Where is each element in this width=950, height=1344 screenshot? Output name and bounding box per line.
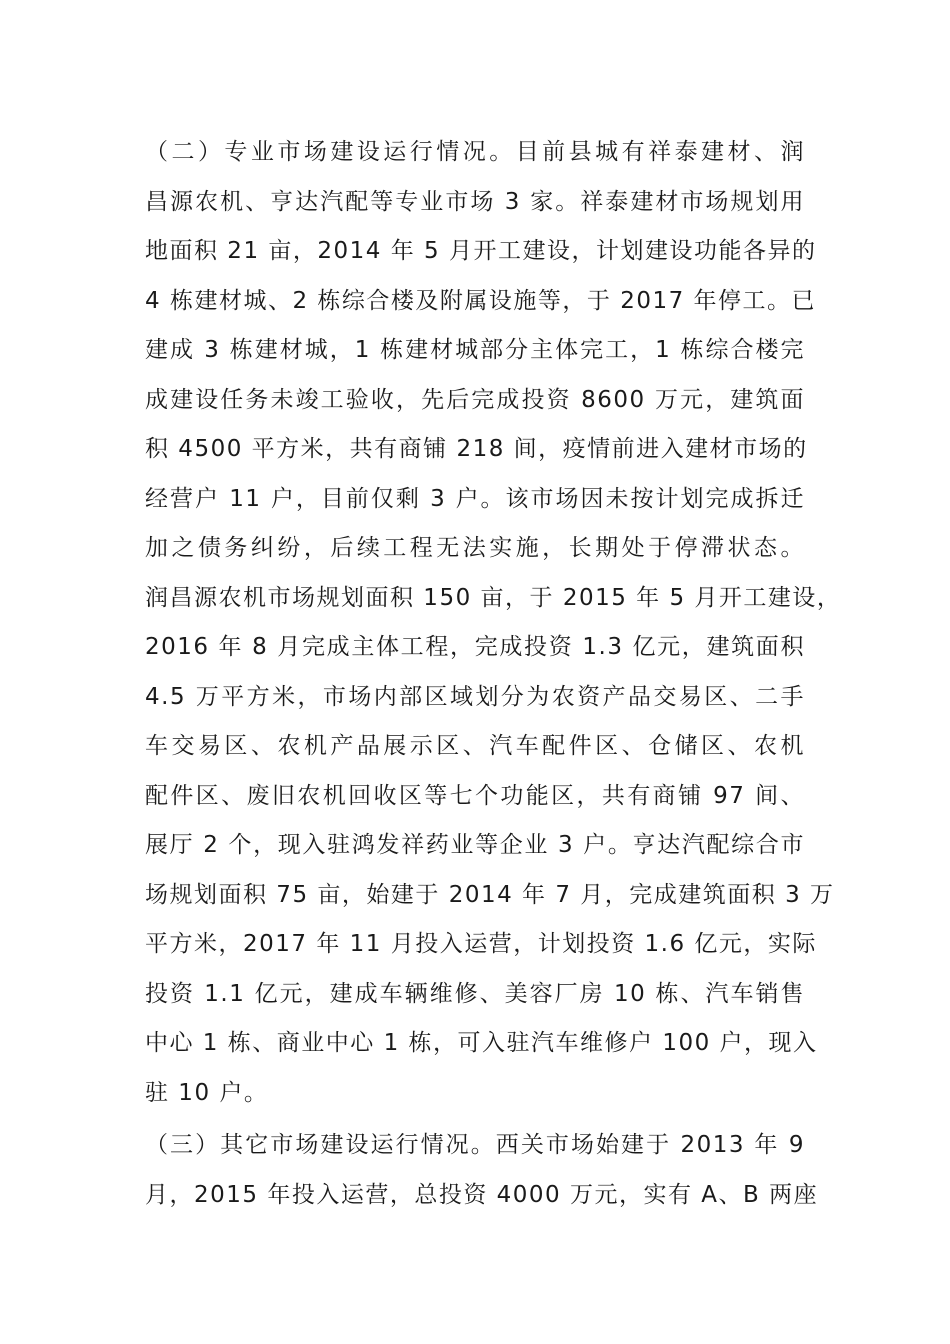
paragraph-line: 经营户 11 户，目前仅剩 3 户。该市场因未按计划完成拆迁 — [145, 485, 805, 512]
paragraph-line: 月，2015 年投入运营，总投资 4000 万元，实有 A、B 两座 — [145, 1181, 819, 1208]
paragraph-specialized-markets — [145, 128, 842, 1118]
paragraph-line: 中心 1 栋、商业中心 1 栋，可入驻汽车维修户 100 户，现入 — [145, 1030, 818, 1056]
paragraph-line: 投资 1.1 亿元，建成车辆维修、美容厂房 10 栋、汽车销售 — [145, 980, 805, 1007]
paragraph-line: （三）其它市场建设运行情况。西关市场始建于 2013 年 9 — [145, 1132, 805, 1158]
paragraph-line: 积 4500 平方米，共有商铺 218 间，疫情前进入建材市场的 — [145, 436, 808, 462]
paragraph-line: 2016 年 8 月完成主体工程，完成投资 1.3 亿元，建筑面积 — [145, 634, 805, 660]
paragraph-line: 昌源农机、亨达汽配等专业市场 3 家。祥泰建材市场规划用 — [145, 188, 805, 215]
paragraph-line: 平方米，2017 年 11 月投入运营，计划投资 1.6 亿元，实际 — [145, 931, 817, 957]
paragraph-line: 成建设任务未竣工验收，先后完成投资 8600 万元，建筑面 — [145, 386, 805, 413]
paragraph-line: 润昌源农机市场规划面积 150 亩，于 2015 年 5 月开工建设， — [145, 584, 842, 611]
paragraph-line: 4.5 万平方米，市场内部区域划分为农资产品交易区、二手 — [145, 683, 805, 710]
paragraph-line: 地面积 21 亩，2014 年 5 月开工建设，计划建设功能各异的 — [145, 238, 817, 264]
paragraph-line: 驻 10 户。 — [145, 1079, 269, 1106]
paragraph-line: 场规划面积 75 亩，始建于 2014 年 7 月，完成建筑面积 3 万 — [145, 881, 835, 908]
paragraph-other-markets — [145, 1121, 819, 1220]
paragraph-line: 建成 3 栋建材城，1 栋建材城部分主体完工，1 栋综合楼完 — [145, 337, 805, 363]
paragraph-line: （二）专业市场建设运行情况。目前县城有祥泰建材、润 — [145, 139, 805, 165]
paragraph-line: 配件区、废旧农机回收区等七个功能区，共有商铺 97 间、 — [145, 782, 805, 809]
paragraph-line: 展厅 2 个，现入驻鸿发祥药业等企业 3 户。亨达汽配综合市 — [145, 832, 805, 858]
paragraph-line: 加之债务纠纷，后续工程无法实施，长期处于停滞状态。 — [145, 535, 805, 561]
paragraph-line: 4 栋建材城、2 栋综合楼及附属设施等，于 2017 年停工。已 — [145, 287, 817, 314]
paragraph-line: 车交易区、农机产品展示区、汽车配件区、仓储区、农机 — [145, 733, 805, 759]
